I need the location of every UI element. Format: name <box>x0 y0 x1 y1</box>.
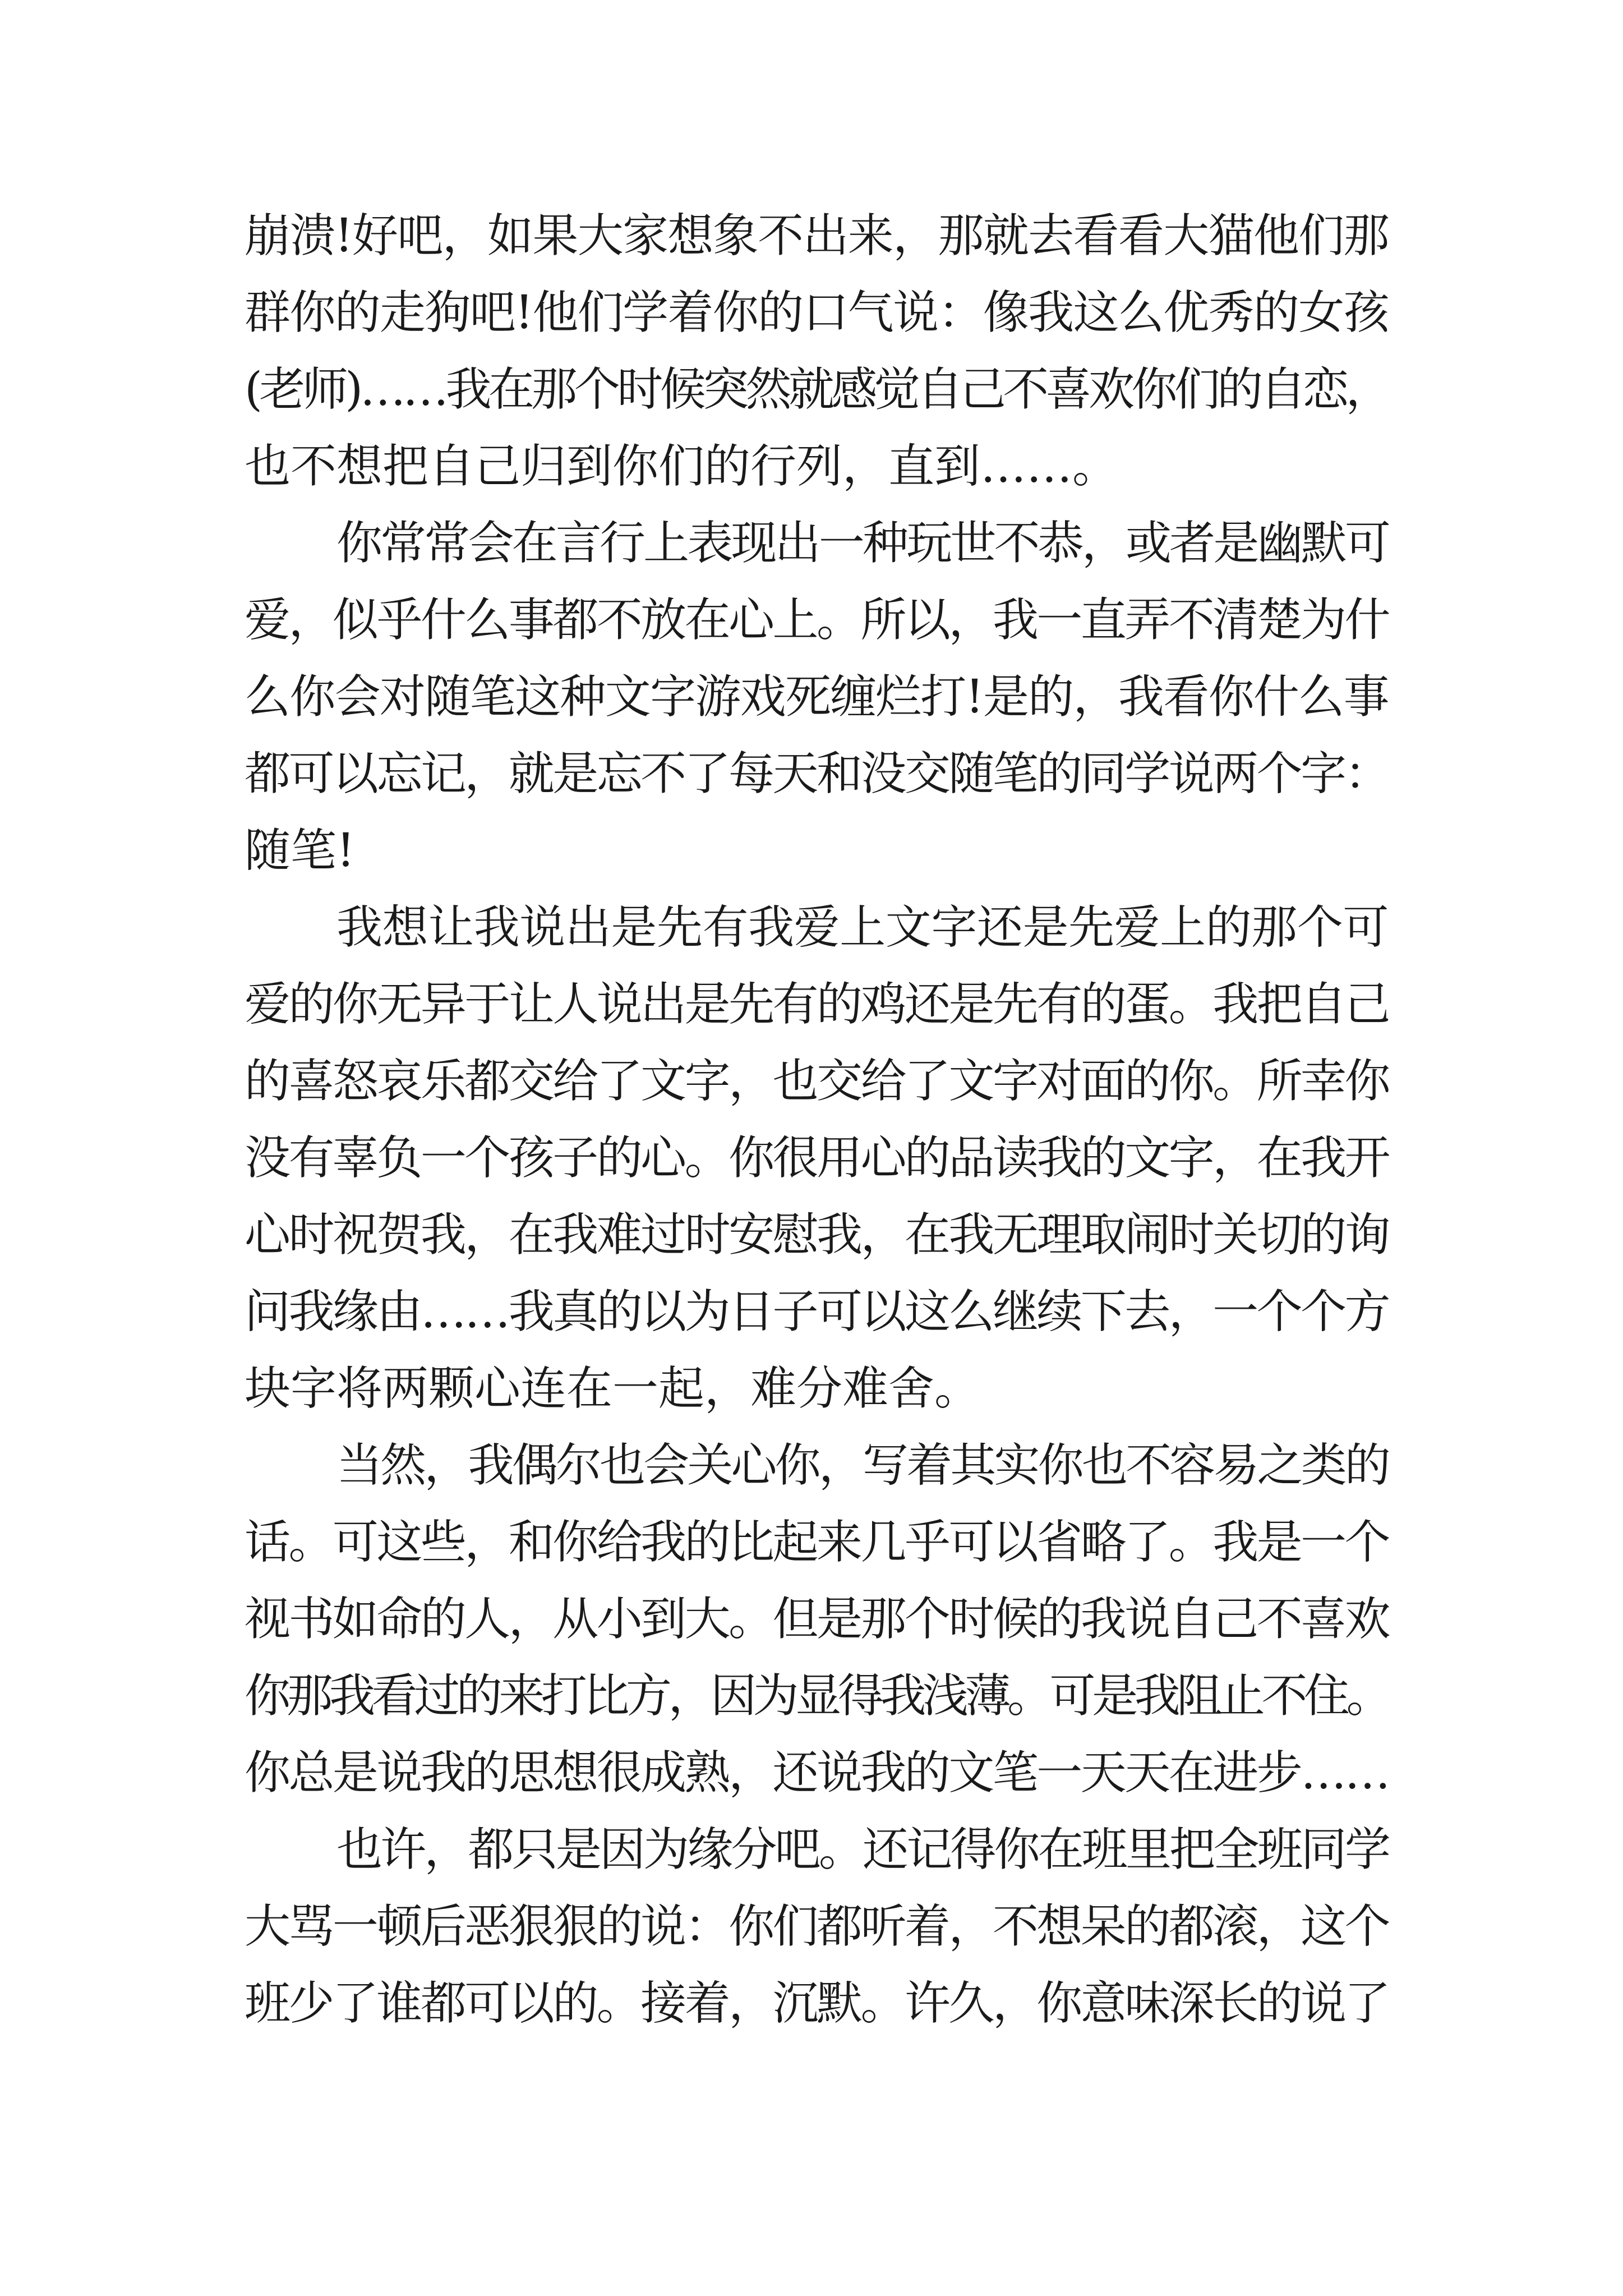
text-line: 都可以忘记，就是忘不了每天和没交随笔的同学说两个字： <box>245 747 1389 800</box>
text-line: 问我缘由……我真的以为日子可以这么继续下去，一个个方 <box>245 1285 1389 1338</box>
text-line: 没有辜负一个孩子的心。你很用心的品读我的文字，在我开 <box>245 1131 1389 1185</box>
text-line: 你总是说我的思想很成熟，还说我的文笔一天天在进步…… <box>245 1746 1389 1800</box>
text-line: 群你的走狗吧!他们学着你的口气说：像我这么优秀的女孩 <box>245 286 1389 339</box>
text-line: (老师)……我在那个时候突然就感觉自己不喜欢你们的自恋， <box>245 363 1389 416</box>
text-line: 视书如命的人，从小到大。但是那个时候的我说自己不喜欢 <box>245 1593 1389 1646</box>
body-text <box>245 197 1389 2042</box>
paragraph-first-line: 我想让我说出是先有我爱上文字还是先爱上的那个可 <box>336 901 1389 954</box>
paragraph-first-line: 当然，我偶尔也会关心你，写着其实你也不容易之类的 <box>336 1439 1389 1492</box>
text-line: 心时祝贺我，在我难过时安慰我，在我无理取闹时关切的询 <box>245 1208 1389 1262</box>
text-line: 的喜怒哀乐都交给了文字，也交给了文字对面的你。所幸你 <box>245 1055 1389 1108</box>
text-line: 块字将两颗心连在一起，难分难舍。 <box>245 1362 981 1415</box>
text-line: 班少了谁都可以的。接着，沉默。许久，你意味深长的说了 <box>245 1977 1389 2030</box>
text-line: 你那我看过的来打比方，因为显得我浅薄。可是我阻止不住。 <box>245 1669 1389 1723</box>
text-line: 随笔! <box>245 824 355 877</box>
text-line: 也不想把自己归到你们的行列，直到……。 <box>245 440 1119 493</box>
paragraph-first-line: 你常常会在言行上表现出一种玩世不恭，或者是幽默可 <box>336 517 1389 570</box>
text-line: 爱的你无异于让人说出是先有的鸡还是先有的蛋。我把自己 <box>245 978 1389 1031</box>
text-line: 话。可这些，和你给我的比起来几乎可以省略了。我是一个 <box>245 1516 1389 1569</box>
text-line: 么你会对随笔这种文字游戏死缠烂打!是的，我看你什么事 <box>245 670 1389 724</box>
text-line: 崩溃!好吧，如果大家想象不出来，那就去看看大猫他们那 <box>245 209 1389 263</box>
text-line: 爱，似乎什么事都不放在心上。所以，我一直弄不清楚为什 <box>245 593 1389 647</box>
paragraph-first-line: 也许，都只是因为缘分吧。还记得你在班里把全班同学 <box>336 1823 1389 1876</box>
text-line: 大骂一顿后恶狠狠的说：你们都听着，不想呆的都滚，这个 <box>245 1900 1389 1953</box>
